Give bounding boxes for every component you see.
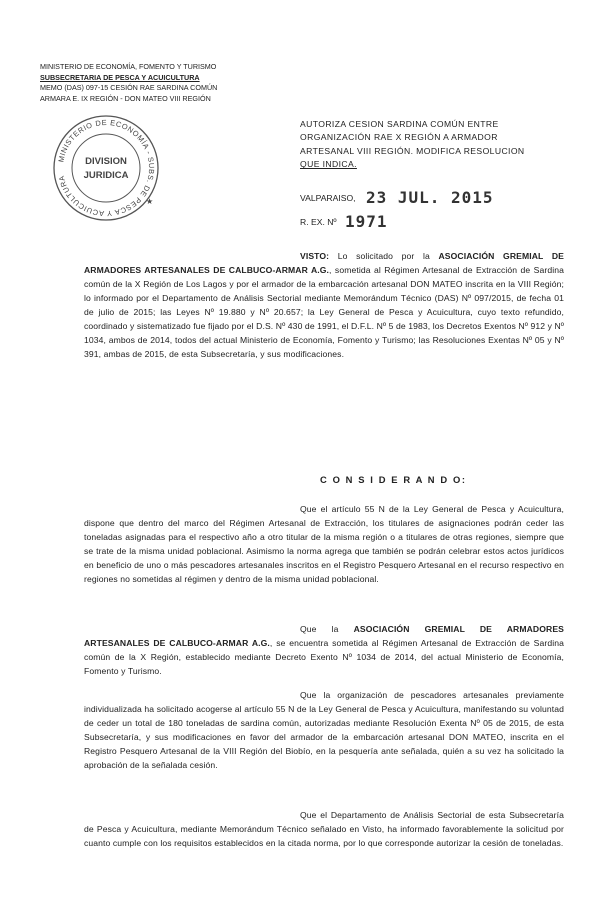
star-icon: ★: [146, 197, 154, 206]
ministry-name: MINISTERIO DE ECONOMÍA, FOMENTO Y TURISMO: [40, 62, 217, 71]
resolution-number: 1971: [344, 212, 388, 231]
title-line-4: QUE INDICA.: [300, 159, 357, 170]
stamp-center-line-2: JURIDICA: [83, 170, 129, 181]
city-label: VALPARAISO,: [300, 193, 356, 203]
considerando-organization: ASOCIACIÓN GREMIAL DE ARMADORES ARTESANALES DE CALBUCO-ARMAR A.G.: [84, 624, 564, 648]
memo-reference-line-2: ARMARA E. IX REGIÓN - DON MATEO VIII REGIÓN: [40, 93, 211, 103]
resolution-title: [300, 118, 562, 172]
visto-organization: ASOCIACIÓN GREMIAL DE ARMADORES ARTESANALES DE CALBUCO-ARMAR A.G.: [84, 251, 564, 275]
stamp-center-line-1: DIVISION: [85, 156, 127, 167]
visto-paragraph: VISTO: Lo solicitado por la ASOCIACIÓN GREMIAL DE ARMADORES ARTESANALES DE CALBUCO-ARMAR A.G., sometida al Régimen Artesanal de Extracción de Sardina común de la X Región de Los Lagos y por el armador de la embarcación artesanal DON MATEO inscrita en la VIII Región; lo informado por el Departamento de Análisis Sectorial mediante Memorándum Técnico (DAS) Nº 097/2015, de fecha 01 de julio de 2015; las Leyes Nº 19.880 y Nº 20.657; la Ley General de Pesca y Acuicultura, cuyo texto refundido, coordinado y sistematizado fue fijado por el D.S. Nº 430 de 1991, el D.F.L. Nº 5 de 1983, los Decretos Exentos Nº 912 y Nº 1034, ambos de 2014, todos del actual Ministerio de Economía, Fomento y Turismo; las Resoluciones Exentas Nº 05 y Nº 391, ambas de 2015, de esta Subsecretaría, y sus modificaciones.: [84, 251, 565, 359]
title-line-2: ORGANIZACIÓN RAE X REGIÓN A ARMADOR: [300, 132, 498, 143]
letterhead: [40, 62, 240, 104]
memo-reference-line-1: MEMO (DAS) 097-15 CESIÓN RAE SARDINA COMÚN: [40, 83, 218, 92]
considerando-heading: C O N S I D E R A N D O:: [320, 474, 467, 485]
considerando-paragraph-3: Que la organización de pescadores artesanales previamente individualizada ha solicitado acogerse al artículo 55 N de la Ley General de Pesca y Acuicultura, manifestando su voluntad de ceder un total de 180 toneladas de sardina común, autorizadas mediante Resolución Exenta Nº 05 de 2015, de esta Subsecretaría, y sus modificaciones en favor del armador de la embarcación artesanal DON MATEO, inscrita en el Registro Pesquero Artesanal de la VIII Región del Biobío, en la pesquería ante señalada, quién a su vez ha solicitado la aprobación de la señalada cesión.: [84, 690, 564, 770]
visto-label: VISTO:: [300, 251, 330, 261]
considerando-paragraph-1: Que el artículo 55 N de la Ley General de Pesca y Acuicultura, dispone que dentro del marco del Régimen Artesanal de Extracción, los titulares de asignaciones podrán ceder las toneladas asignadas para el respectivo año a otro titular de la misma región o a titulares de otras regiones, siempre que se trate de la misma unidad poblacional. Asimismo la norma agrega que también se podrán celebrar estos actos jurídicos en beneficio de uno o más pescadores artesanales inscritos en el Registro Pesquero Artesanal en el recurso respectivo en regiones no sometidas al régimen y dentro de la misma unidad poblacional.: [84, 504, 564, 584]
resolution-number-label: R. EX. Nº: [300, 217, 337, 227]
title-line-1: AUTORIZA CESION SARDINA COMÚN ENTRE: [300, 119, 499, 129]
title-line-3: ARTESANAL VIII REGIÓN. MODIFICA RESOLUCION: [300, 145, 525, 156]
considerando-paragraph-2: Que la ASOCIACIÓN GREMIAL DE ARMADORES ARTESANALES DE CALBUCO-ARMAR A.G., se encuentra sometida al Régimen Artesanal de Extracción de Sardina común de la X Región, establecido mediante Decreto Exento Nº 1034 de 2014, del actual Ministerio de Economía, Fomento y Turismo.: [84, 624, 565, 676]
svg-text:MINISTERIO DE ECONOMÍA - SUBS.: [56, 118, 156, 218]
juridical-division-stamp: [50, 112, 162, 224]
stamped-date: 23 JUL. 2015: [365, 188, 494, 207]
undersecretariat-name: SUBSECRETARIA DE PESCA Y ACUICULTURA: [40, 72, 200, 82]
date-line: [300, 186, 494, 205]
stamp-ring-text: MINISTERIO DE ECONOMÍA - SUBS. DE PESCA Y ACUICULTURA: [56, 117, 157, 219]
resolution-number-line: [300, 210, 388, 229]
considerando-paragraph-4: Que el Departamento de Análisis Sectorial de esta Subsecretaría de Pesca y Acuicultura, mediante Memorándum Técnico señalado en Visto, ha informado favorablemente la solicitud por cuanto cumple con los requisitos establecidos en la citada norma, por lo que corresponde autorizar la cesión de toneladas.: [84, 810, 564, 848]
